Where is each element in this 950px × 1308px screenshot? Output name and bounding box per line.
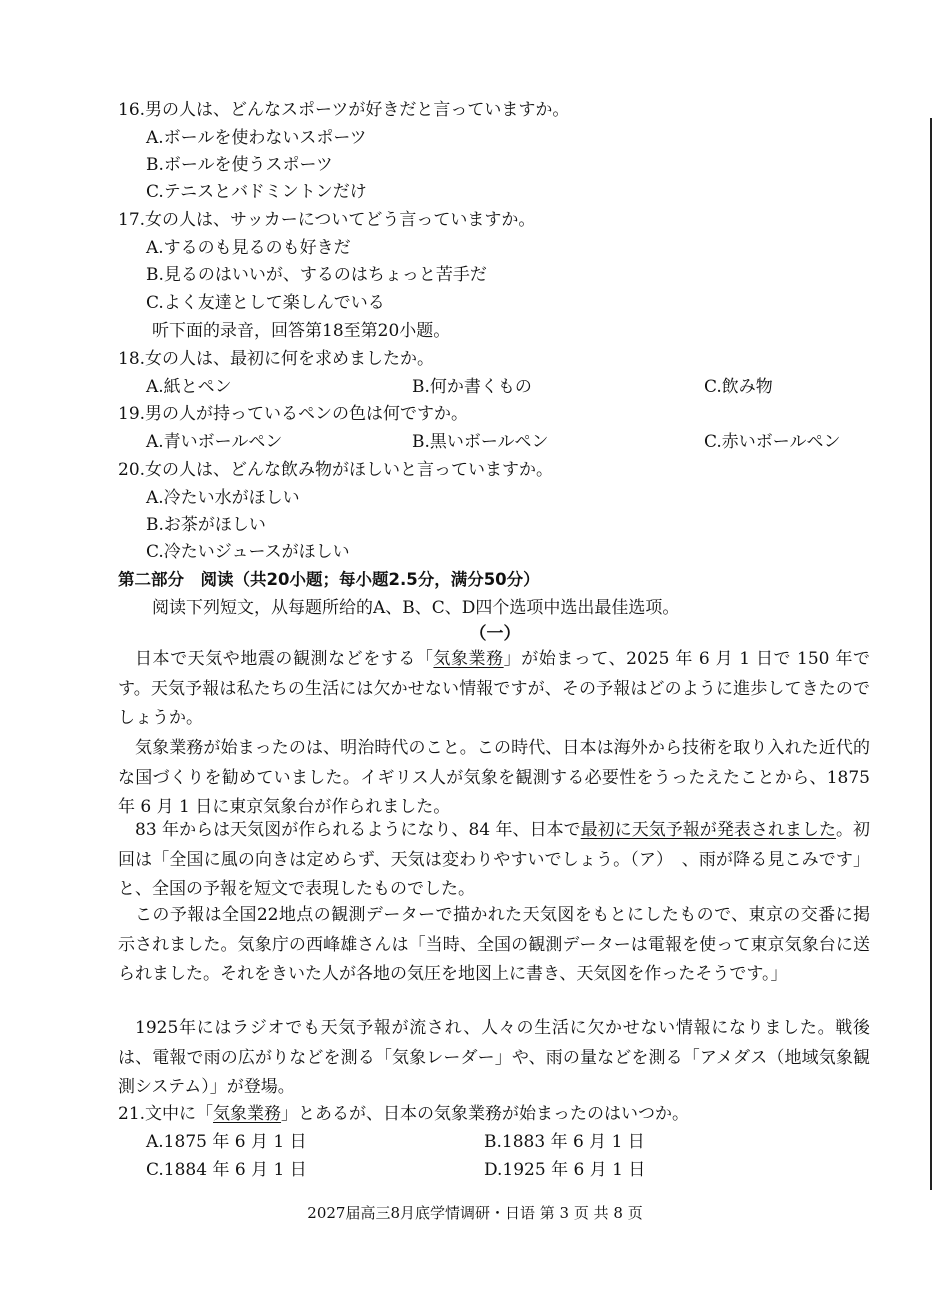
underlined-term-kishou-gyoumu: 気象業務 <box>433 649 504 669</box>
listening-instruction: 听下面的录音，回答第18至第20小题。 <box>152 321 451 341</box>
passage-paragraph-2: 気象業務が始まったのは、明治時代のこと。この時代、日本は海外から技術を取り入れた近代的な国づくりを勧めていました。イギリス人が気象を観測する必要性をうったえたことから、1875 年 6 月 1 日に東京気象台が作られました。 <box>118 738 870 817</box>
q18-option-b: B.何か書くもの <box>412 377 532 397</box>
passage-paragraph-5: 1925年にはラジオでも天気予報が流され、人々の生活に欠かせない情報になりました。戦後は、電報で雨の広がりなどを測る「気象レーダー」や、雨の量などを測る「アメダス（地域気象観測システム）」が登場。 <box>118 1018 870 1097</box>
part2-heading: 第二部分 阅读（共20小题；每小题2.5分，满分50分） <box>118 570 540 589</box>
q21-stem: 21.文中に「気象業務」とあるが、日本の気象業務が始まったのはいつか。 <box>118 1104 690 1124</box>
q18-stem: 18.女の人は、最初に何を求めましたか。 <box>118 349 435 369</box>
q16-option-c: C.テニスとバドミントンだけ <box>146 182 367 202</box>
part2-instruction: 阅读下列短文，从每题所给的A、B、C、D四个选项中选出最佳选项。 <box>152 598 680 618</box>
q21-option-d: D.1925 年 6 月 1 日 <box>484 1160 646 1180</box>
q17-option-b: B.見るのはいいが、するのはちょっと苦手だ <box>146 265 487 285</box>
q18-option-a: A.紙とペン <box>146 377 232 397</box>
passage-paragraph-1: 日本で天気や地震の観測などをする「気象業務」が始まって、2025 年 6 月 1 日で 150 年です。天気予報は私たちの生活には欠かせない情報ですが、その予報はどのように進歩してきたのでしょうか。 <box>118 649 870 728</box>
q16-option-a: A.ボールを使わないスポーツ <box>146 128 367 148</box>
q19-option-c: C.赤いボールペン <box>704 432 841 452</box>
q20-option-c: C.冷たいジュースがほしい <box>146 542 350 562</box>
q20-option-a: A.冷たい水がほしい <box>146 488 300 508</box>
page-margin-rule <box>930 118 932 1190</box>
q21-option-b: B.1883 年 6 月 1 日 <box>484 1132 645 1152</box>
q18-option-c: C.飲み物 <box>704 377 773 397</box>
q16-option-b: B.ボールを使うスポーツ <box>146 155 333 175</box>
q17-option-a: A.するのも見るのも好きだ <box>146 238 351 258</box>
q21-option-c: C.1884 年 6 月 1 日 <box>146 1160 307 1180</box>
q19-option-b: B.黒いボールペン <box>412 432 549 452</box>
section-number: （一） <box>469 624 521 644</box>
passage-paragraph-3: 83 年からは天気図が作られるようになり、84 年、日本で最初に天気予報が発表されました。初回は「全国に風の向きは定めらず、天気は変わりやすいでしょう。（ア） 、雨が降る見こみです」と、全国の予報を短文で表現したものでした。 <box>118 820 871 899</box>
q20-option-b: B.お茶がほしい <box>146 515 266 535</box>
underlined-first-forecast: 最初に天気予報が発表されました <box>580 820 836 840</box>
q16-stem: 16.男の人は、どんなスポーツが好きだと言っていますか。 <box>118 100 570 120</box>
q21-underlined-term: 気象業務 <box>213 1104 282 1124</box>
q20-stem: 20.女の人は、どんな飲み物がほしいと言っていますか。 <box>118 460 554 480</box>
page-footer: 2027届高三8月底学情调研・日语 第 3 页 共 8 页 <box>307 1204 643 1222</box>
q19-option-a: A.青いボールペン <box>146 432 283 452</box>
passage-paragraph-4: この予報は全国22地点の観測データーで描かれた天気図をもとにしたもので、東京の交番に掲示されました。気象庁の西峰雄さんは「当時、全国の観測データーは電報を使って東京気象台に送られました。それをきいた人が各地の気圧を地図上に書き、天気図を作ったそうです。」 <box>118 905 870 984</box>
q21-option-a: A.1875 年 6 月 1 日 <box>146 1132 307 1152</box>
q17-option-c: C.よく友達として楽しんでいる <box>146 293 385 313</box>
q19-stem: 19.男の人が持っているペンの色は何ですか。 <box>118 404 469 424</box>
q17-stem: 17.女の人は、サッカーについてどう言っていますか。 <box>118 210 536 230</box>
